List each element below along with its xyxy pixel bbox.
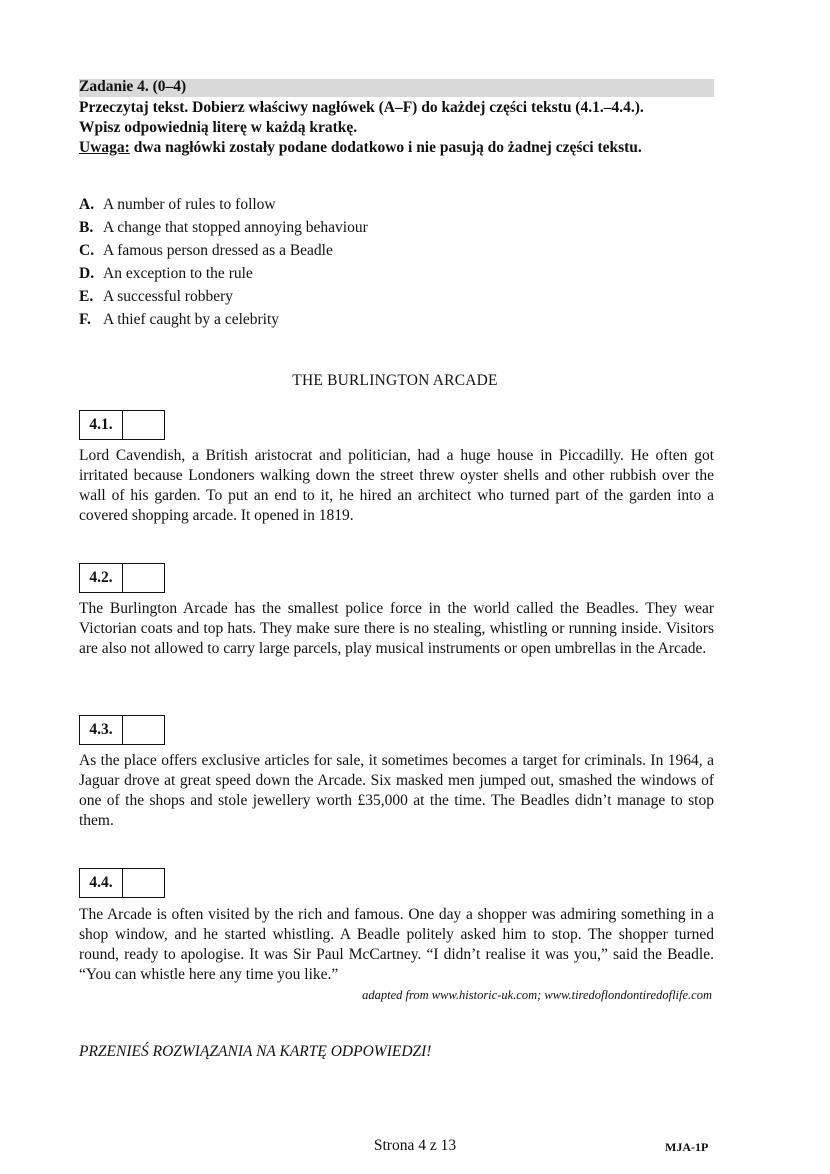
- task-title: Zadanie 4. (0–4): [79, 78, 187, 95]
- option-b: [79, 218, 368, 241]
- answer-box-label: 4.3.: [80, 716, 123, 744]
- article-title: THE BURLINGTON ARCADE: [292, 372, 498, 389]
- option-letter: A.: [79, 196, 95, 213]
- heading-options-list: [79, 195, 368, 333]
- option-letter: E.: [79, 288, 94, 305]
- option-text: A change that stopped annoying behaviour: [103, 219, 368, 236]
- option-text: An exception to the rule: [103, 265, 253, 282]
- transfer-instruction: PRZENIEŚ ROZWIĄZANIA NA KARTĘ ODPOWIEDZI!: [79, 1043, 432, 1060]
- answer-input-cell[interactable]: [123, 564, 164, 592]
- option-f: [79, 310, 368, 333]
- exam-code: MJA-1P: [665, 1140, 709, 1154]
- option-letter: C.: [79, 242, 95, 259]
- page-number: Strona 4 z 13: [373, 1137, 457, 1154]
- paragraph-4-4: The Arcade is often visited by the rich and famous. One day a shopper was admiring something in a shop window, and he started whistling. A Beadle politely asked him to stop. The shopper turned round, ready to apologise. It was Sir Paul McCartney. “I didn’t realise it was you,” said the Beadle. “You can whistle here any time you like.”: [79, 906, 714, 983]
- paragraph-4-3: As the place offers exclusive articles for sale, it sometimes becomes a target for criminals. In 1964, a Jaguar drove at great speed down the Arcade. Six masked men jumped out, smashed the windows of one of the shops and stole jewellery worth £35,000 at the time. The Beadles didn’t manage to stop them.: [79, 752, 714, 829]
- answer-input-cell[interactable]: [123, 716, 164, 744]
- answer-box-label: 4.1.: [80, 411, 123, 439]
- note-label: Uwaga:: [79, 139, 130, 156]
- option-text: A number of rules to follow: [103, 196, 276, 213]
- option-letter: F.: [79, 311, 91, 328]
- option-letter: B.: [79, 219, 94, 236]
- answer-box-4-2: [79, 563, 165, 593]
- answer-box-label: 4.4.: [80, 869, 123, 897]
- answer-input-cell[interactable]: [123, 869, 164, 897]
- instruction-line-1: Przeczytaj tekst. Dobierz właściwy nagłówek (A–F) do każdej części tekstu (4.1.–4.4.).: [79, 99, 644, 116]
- instruction-note: [79, 138, 719, 158]
- answer-box-label: 4.2.: [80, 564, 123, 592]
- option-text: A famous person dressed as a Beadle: [103, 242, 333, 259]
- option-text: A successful robbery: [103, 288, 233, 305]
- option-text: A thief caught by a celebrity: [103, 311, 280, 328]
- source-citation: adapted from www.historic-uk.com; www.tiredoflondontiredoflife.com: [362, 988, 712, 1002]
- note-text: dwa nagłówki zostały podane dodatkowo i nie pasują do żadnej części tekstu.: [129, 139, 642, 156]
- paragraph-4-1: Lord Cavendish, a British aristocrat and politician, had a huge house in Piccadilly. He often got irritated because Londoners walking down the street threw oyster shells and other rubbish over the wall of his garden. To put an end to it, he hired an architect who turned part of the garden into a covered shopping arcade. It opened in 1819.: [79, 447, 714, 524]
- option-a: [79, 195, 368, 218]
- answer-input-cell[interactable]: [123, 411, 164, 439]
- option-e: [79, 287, 368, 310]
- answer-box-4-3: [79, 715, 165, 745]
- answer-box-4-1: [79, 410, 165, 440]
- answer-box-4-4: [79, 868, 165, 898]
- option-c: [79, 241, 368, 264]
- option-d: [79, 264, 368, 287]
- paragraph-4-2: The Burlington Arcade has the smallest police force in the world called the Beadles. They wear Victorian coats and top hats. They make sure there is no stealing, whistling or running inside. Visitors are also not allowed to carry large parcels, play musical instruments or open umbrellas in the Arcade.: [79, 600, 714, 657]
- instruction-line-2: Wpisz odpowiednią literę w każdą kratkę.: [79, 119, 358, 136]
- option-letter: D.: [79, 265, 95, 282]
